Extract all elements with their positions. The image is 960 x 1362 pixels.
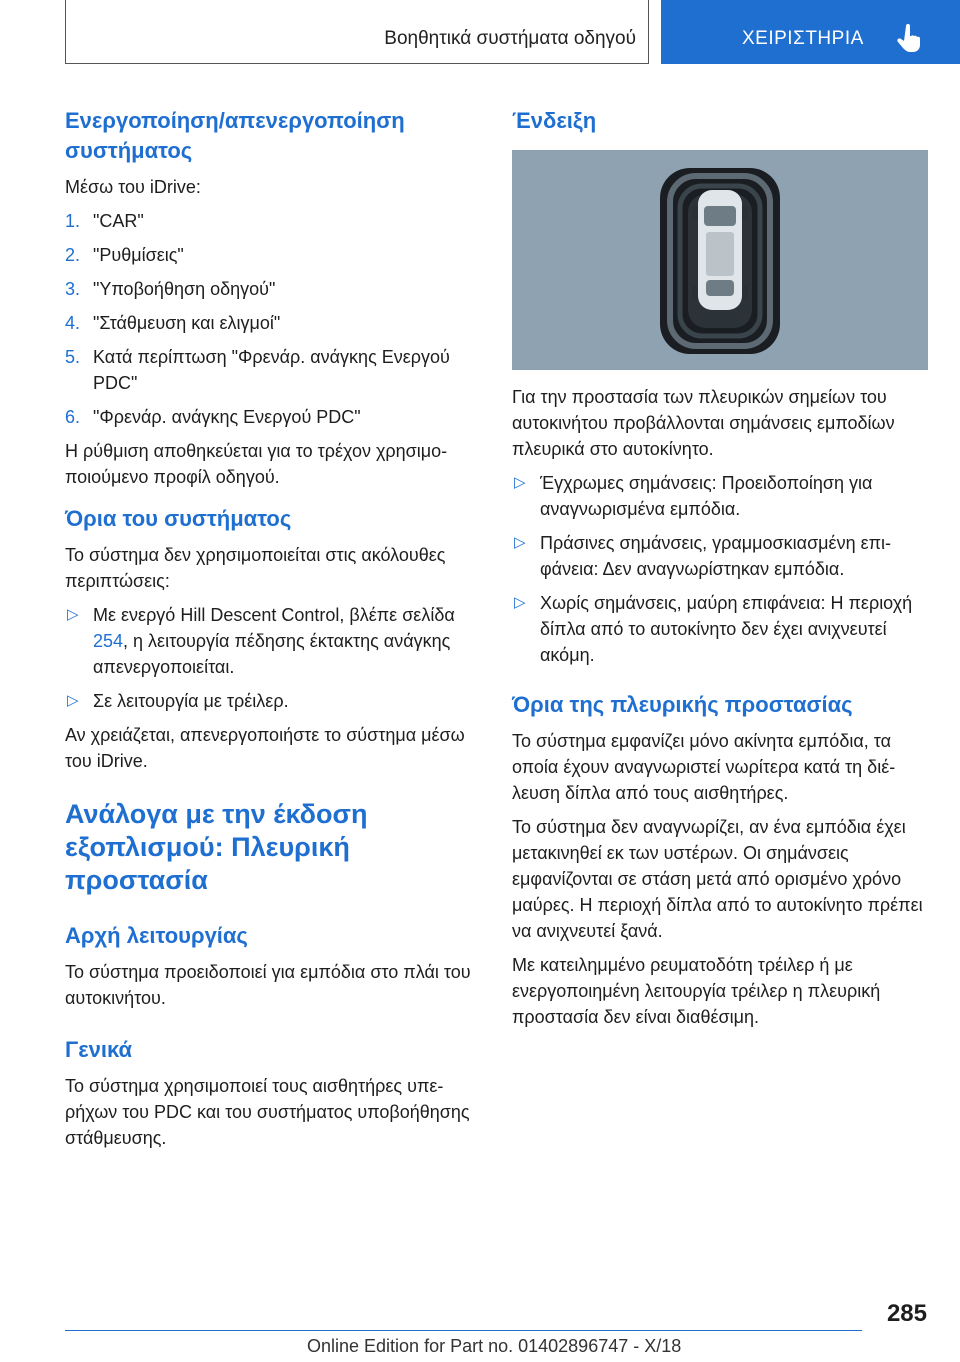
list-item: 5. Κατά περίπτωση "Φρενάρ. ανάγκης Ενεργού PDC": [65, 347, 450, 393]
list-item: ▷ Σε λειτουργία με τρέιλερ.: [65, 688, 475, 714]
setting-saved-text: Η ρύθμιση αποθηκεύεται για το τρέχον χρησιμοποιούμενο προφίλ οδηγού.: [65, 441, 448, 487]
display-heading: Ένδειξη: [512, 108, 597, 133]
car-top-view-illustration: [512, 150, 928, 370]
header-section-box: [65, 0, 649, 64]
marking-list: [512, 470, 930, 668]
section-title: Βοηθητικά συστήματα οδηγού: [384, 28, 636, 49]
list-item: ▷ Με ενεργό Hill Descent Control, βλέπε σελίδα 254, η λειτουργία πέδησης έκτακτης ανάγκης απενεργοποιείται.: [65, 602, 475, 680]
tab-controls[interactable]: [661, 0, 960, 64]
general-text: Το σύστημα χρησιμοποιεί τους αισθητήρες υπερήχων του PDC και του συστήματος υποβοήθησης στάθμευσης.: [65, 1076, 470, 1148]
idrive-steps-list: [65, 208, 475, 430]
hand-pointer-icon: [897, 24, 923, 54]
side-limits-paragraph-1: Το σύστημα εμφανίζει μόνο ακίνητα εμπόδια, τα οποία έχουν αναγνωριστεί νωρίτερα κατά τη διέλευση δίπλα από τους αισθητήρες.: [512, 731, 896, 803]
triangle-bullet-icon: ▷: [514, 534, 526, 551]
triangle-bullet-icon: ▷: [514, 474, 526, 491]
limits-outro-text: Αν χρειάζεται, απενεργοποιήστε το σύστημα μέσω του iDrive.: [65, 725, 465, 771]
limits-list: [65, 602, 475, 714]
list-item: 6. "Φρενάρ. ανάγκης Ενεργού PDC": [65, 407, 361, 427]
side-limits-paragraph-2: Το σύστημα δεν αναγνωρίζει, αν ένα εμπόδια έχει μετακινηθεί εκ των υστέρων. Οι σημάνσεις εμφανίζονται σε στάση μετά από ορισμένο χρόνο μαύρες. Η περιοχή δίπλα από το αυτοκίνητο πρέπει να ανιχνευτεί ξανά.: [512, 817, 923, 941]
parking-sensor-figure: [512, 150, 928, 370]
side-limits-paragraph-3: Με κατειλημμένο ρευματοδότη τρέιλερ ή με ενεργοποιημένη λειτουργία τρέιλερ η πλευρική προστασία δεν είναι διαθέσιμη.: [512, 955, 881, 1027]
page-number: 285: [886, 1300, 927, 1327]
tab-controls-label: ΧΕΙΡΙΣΤΗΡΙΑ: [742, 28, 864, 49]
list-item: 2. "Ρυθμίσεις": [65, 245, 184, 265]
display-text: Για την προστασία των πλευρικών σημείων του αυτοκινήτου προβάλλονται σημάνσεις εμποδίων πλευρικά στο αυτοκίνητο.: [512, 387, 895, 459]
list-item: 4. "Στάθμευση και ελιγμοί": [65, 313, 281, 333]
equipment-heading: Ανάλογα με την έκδοση εξοπλισμού: Πλευρική προστασία: [65, 799, 368, 895]
triangle-bullet-icon: ▷: [67, 692, 79, 709]
list-item: 1. "CAR": [65, 211, 144, 231]
limits-intro-text: Το σύστημα δεν χρησιμοποιείται στις ακόλουθες περιπτώσεις:: [65, 545, 446, 591]
general-heading: Γενικά: [65, 1037, 133, 1062]
side-protection-limits-heading: Όρια της πλευρικής προστασίας: [512, 692, 853, 717]
page-link[interactable]: 254: [93, 631, 124, 651]
list-item: 3. "Υποβοήθηση οδηγού": [65, 279, 276, 299]
principle-text: Το σύστημα προειδοποιεί για εμπόδια στο πλάι του αυτοκινήτου.: [65, 962, 471, 1008]
triangle-bullet-icon: ▷: [67, 606, 79, 623]
via-idrive-text: Μέσω του iDrive:: [65, 177, 201, 197]
right-column: [512, 106, 930, 1030]
list-item: ▷ Χωρίς σημάνσεις, μαύρη επιφάνεια: Η περιοχή δίπλα από το αυτοκίνητο δεν έχει ανιχνευτεί ακόμη.: [512, 590, 930, 668]
footer-divider: [65, 1330, 862, 1331]
list-item: ▷ Πράσινες σημάνσεις, γραμμοσκιασμένη επιφάνεια: Δεν αναγνωρίστηκαν εμπόδια.: [512, 530, 930, 582]
left-column: [65, 106, 475, 1151]
principle-heading: Αρχή λειτουργίας: [65, 923, 248, 948]
triangle-bullet-icon: ▷: [514, 594, 526, 611]
list-item: ▷ Έγχρωμες σημάνσεις: Προειδοποίηση για αναγνωρισμένα εμπόδια.: [512, 470, 930, 522]
edition-text: Online Edition for Part no. 01402896747 - X/18: [307, 1336, 682, 1356]
activation-heading: Ενεργοποίηση/απενεργοποίηση συστήματος: [65, 108, 405, 163]
system-limits-heading: Όρια του συστήματος: [65, 506, 292, 531]
